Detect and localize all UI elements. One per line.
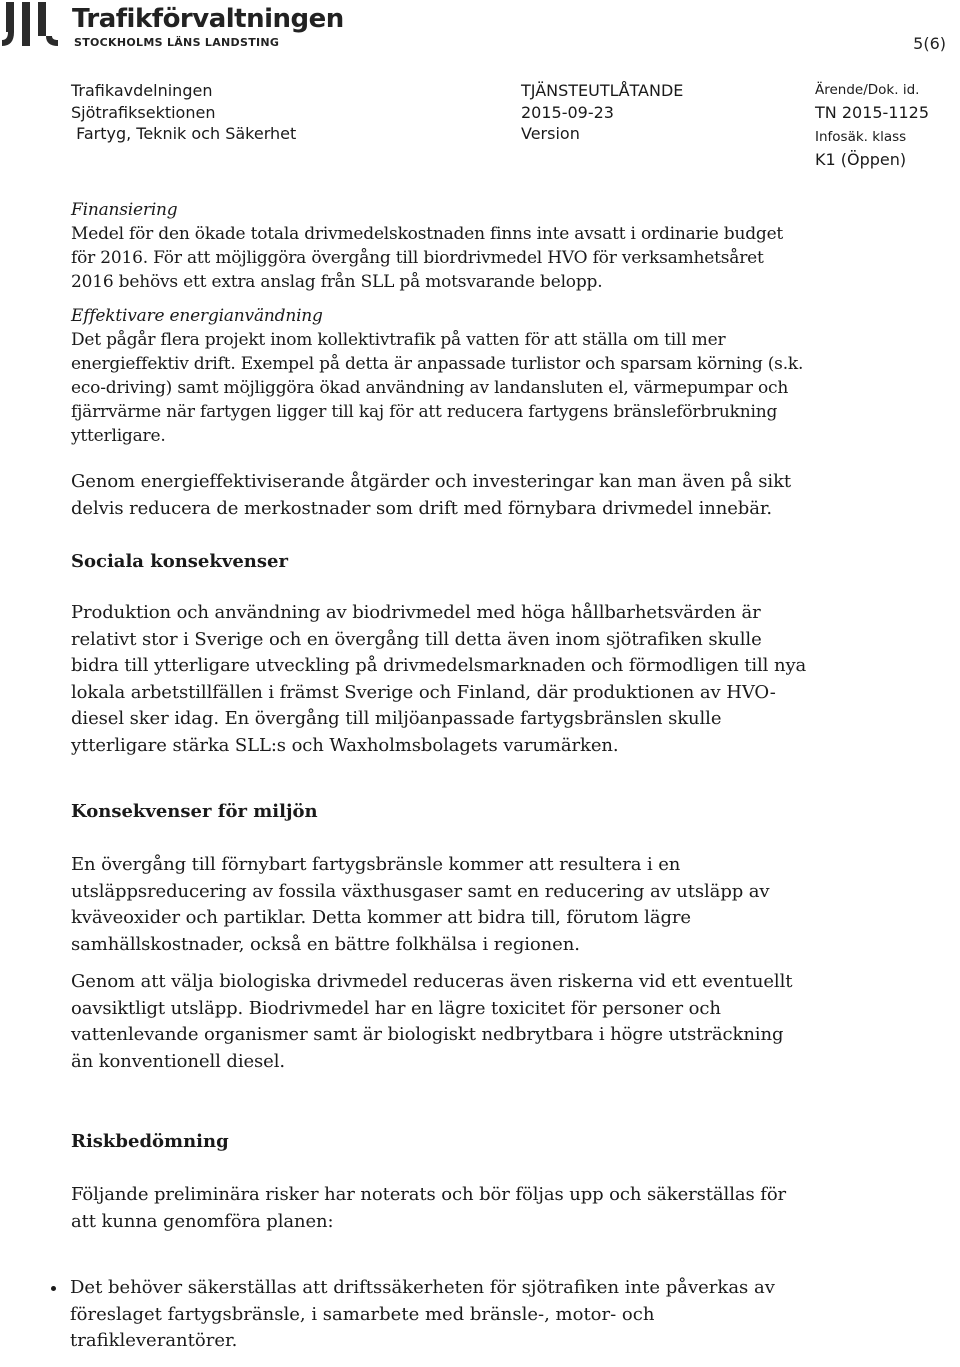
classification-label: Infosäk. klass [815,129,907,145]
organization-logo [0,0,344,52]
unit-line: Fartyg, Teknik och Säkerhet [71,124,297,143]
document-body [71,198,811,1355]
section-line: Sjötrafiksektionen [71,102,216,122]
effektivare-text: Det pågår flera projekt inom kollektivtrafik på vatten för att ställa om till mer energieffektiv drift. Exempel på detta är anpassade turlistor och sparsam körning (s.k. eco-driving) samt möjliggöra ökad användning av landansluten el, värmepumpar och fjärrvärme när fartygen ligger till kaj för att reducera fartygens bränsleförbrukning ytterligare. [71,330,804,446]
document-type: TJÄNSTEUTLÅTANDE [521,81,684,100]
risk-heading: Riskbedömning [71,1131,229,1152]
organization-subtitle: STOCKHOLMS LÄNS LANDSTING [74,36,280,49]
risk-intro: Följande preliminära risker har noterats och bör följas upp och säkerställas för att kunna genomföra planen: [71,1184,787,1232]
header-document-info [521,80,683,145]
finansiering-heading: Finansiering [71,200,178,220]
organization-name: Trafikförvaltningen [72,4,344,34]
finansiering-text: Medel för den ökade totala drivmedelskostnaden finns inte avsatt i ordinarie budget för 2016. För att möjliggöra övergång till biordrivmedel HVO för verksamhetsåret 2016 behövs ett extra anslag från SLL på motsvarande belopp. [71,224,784,292]
risk-list [0,1275,811,1355]
header-identifiers [815,80,929,170]
risk-list-item: • Det behöver säkerställas att driftssäkerheten för sjötrafiken inte påverkas av föreslaget fartygsbränsle, i samarbete med bränsle-, motor- och trafikleverantörer. [68,1275,811,1355]
logo-mark-icon [2,2,62,48]
effektivare-heading: Effektivare energianvändning [71,306,323,326]
department-line: Trafikavdelningen [71,81,213,100]
sociala-heading: Sociala konsekvenser [71,551,288,572]
document-id-label: Ärende/Dok. id. [815,82,920,98]
energieffektivisering-paragraph: Genom energieffektiviserande åtgärder och investeringar kan man även på sikt delvis reducera de merkostnader som drift med förnybara drivmedel innebär. [71,471,792,519]
page-number: 5(6) [913,34,946,53]
sociala-text: Produktion och användning av biodrivmedel med höga hållbarhetsvärden är relativt stor i Sverige och en övergång till detta även inom sjötrafiken skulle bidra till ytterligare utveckling på drivmedelsmarknaden och förmodligen till nya lokala arbetstillfällen i främst Sverige och Finland, där produktionen av HVO-diesel sker idag. En övergång till miljöanpassade fartygsbränslen skulle ytterligare stärka SLL:s och Waxholmsbolagets varumärken. [71,602,807,756]
classification-value: K1 (Öppen) [815,149,907,169]
miljo-text-1: En övergång till förnybart fartygsbränsle kommer att resultera i en utsläppsreducering av fossila växthusgaser samt en reducering av utsläpp av kväveoxider och partiklar. Detta kommer att bidra till, förutom lägre samhällskostnader, också en bättre folkhälsa i regionen. [71,854,770,955]
miljo-text-2: Genom att välja biologiska drivmedel reduceras även riskerna vid ett eventuellt oavsiktligt utsläpp. Biodrivmedel har en lägre toxicitet för personer och vattenlevande organismer samt är biologiskt nedbrytbara i högre utsträckning än konventionell diesel. [71,971,793,1072]
header-department [71,80,296,145]
document-date: 2015-09-23 [521,102,614,122]
miljo-heading: Konsekvenser för miljön [71,801,318,822]
document-id: TN 2015-1125 [815,102,930,122]
document-version-label: Version [521,124,580,143]
